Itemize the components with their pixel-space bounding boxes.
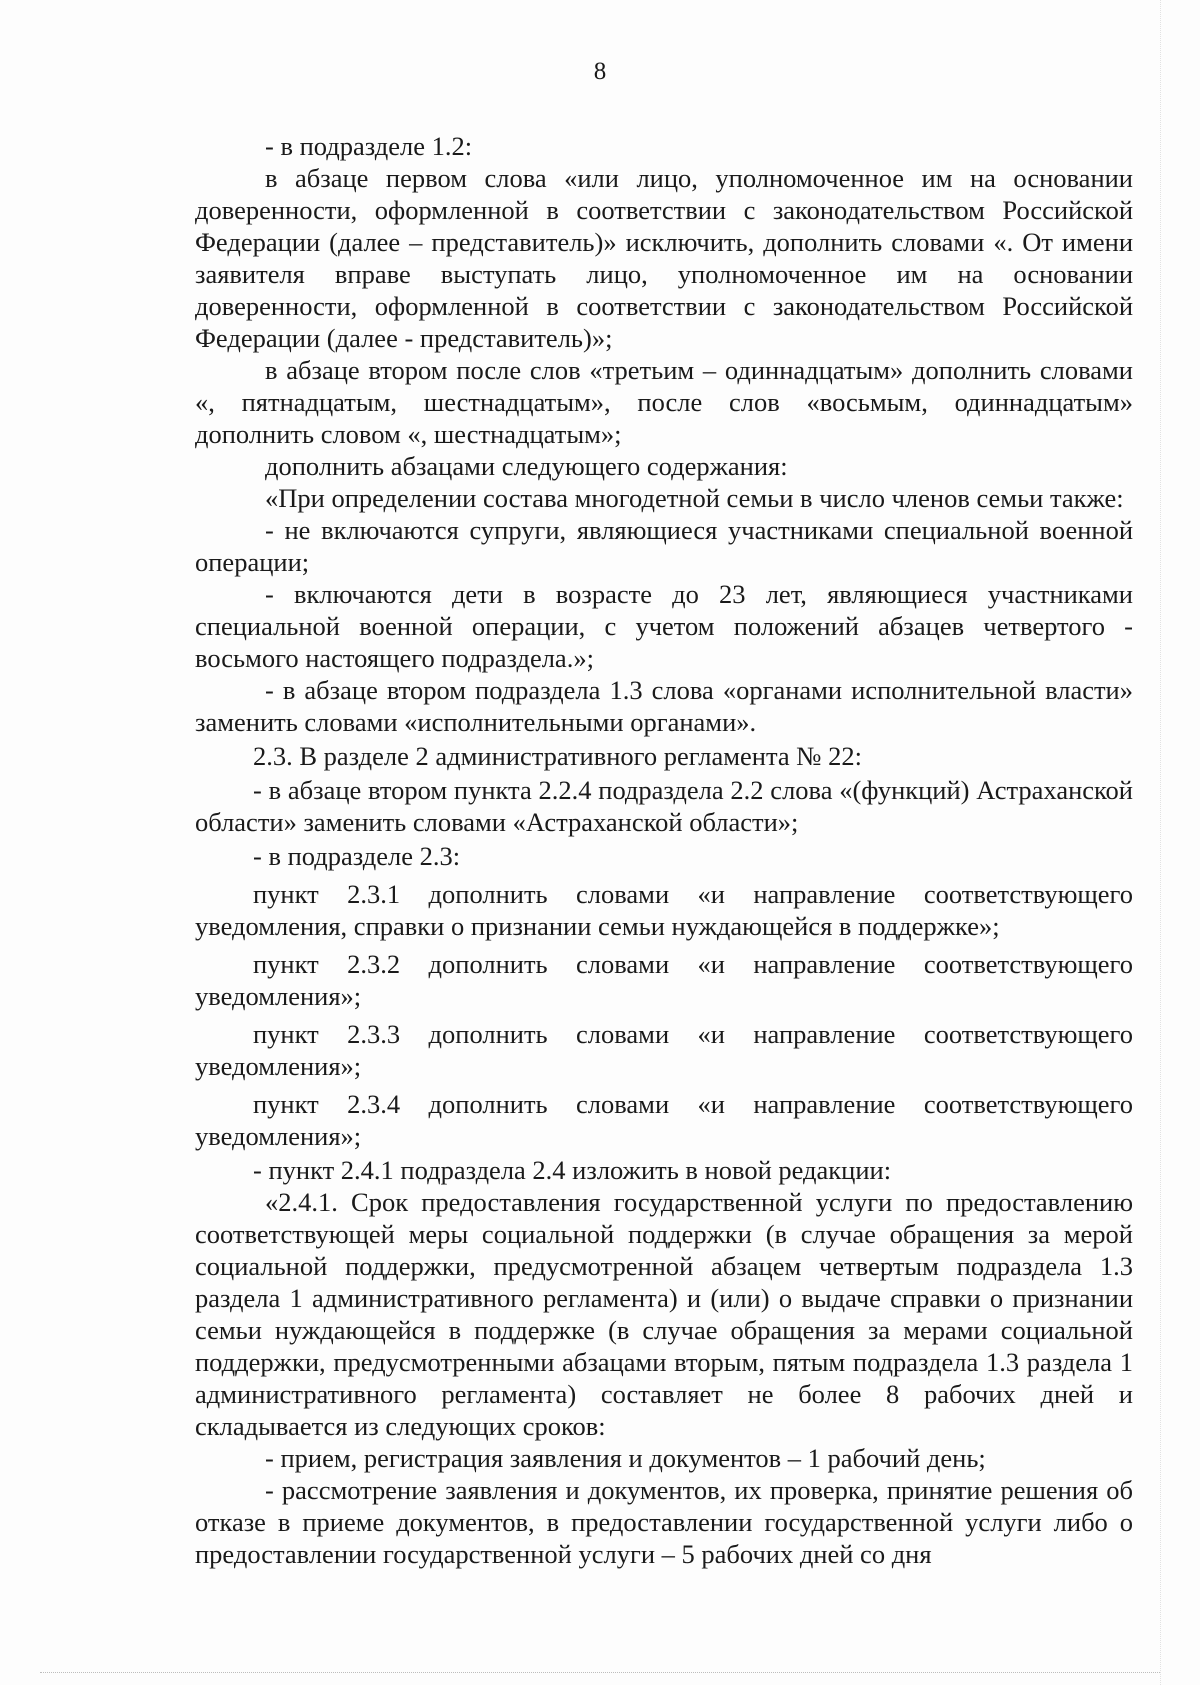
paragraph-point-2-3-3: пункт 2.3.3 дополнить словами «и направление соответствующего уведомления»;	[195, 1019, 1133, 1081]
paragraph-point-2-4-1: - пункт 2.4.1 подраздела 2.4 изложить в новой редакции:	[253, 1155, 892, 1185]
scan-right-edge	[1160, 0, 1162, 1685]
document-body	[195, 130, 1133, 1570]
paragraph-review-term: - рассмотрение заявления и документов, их проверка, принятие решения об отказе в приеме документов, в предоставлении государственной услуги либо о предоставлении государственной услуги – 5 рабочих дней со дня	[195, 1475, 1133, 1569]
paragraph-term-of-service: «2.4.1. Срок предоставления государственной услуги по предоставлению соответствующей меры социальной поддержки (в случае обращения за мерой социальной поддержки, предусмотренной абзацем четвертым подраздела 1.3 раздела 1 административного регламента) и (или) о выдаче справки о признании семьи нуждающейся в поддержке (в случае обращения за мерами социальной поддержки, предусмотренными абзацами вторым, пятым подраздела 1.3 раздела 1 административного регламента) составляет не более 8 рабочих дней и складывается из следующих сроков:	[195, 1187, 1133, 1441]
paragraph-subsection-2-3: - в подразделе 2.3:	[253, 841, 461, 871]
page-number: 8	[593, 58, 607, 85]
paragraph-point-2-3-4: пункт 2.3.4 дополнить словами «и направление соответствующего уведомления»;	[195, 1089, 1133, 1151]
paragraph-point-2-3-2: пункт 2.3.2 дополнить словами «и направление соответствующего уведомления»;	[195, 949, 1133, 1011]
paragraph-add-abzacs: дополнить абзацами следующего содержания:	[265, 451, 788, 481]
paragraph-second-abzac: в абзаце втором после слов «третьим – одиннадцатым» дополнить словами «, пятнадцатым, шестнадцатым», после слов «восьмым, одиннадцатым» дополнить словом «, шестнадцатым»;	[195, 355, 1133, 449]
paragraph-spouses-excluded: - не включаются супруги, являющиеся участниками специальной военной операции;	[195, 515, 1133, 577]
paragraph-first-abzac: в абзаце первом слова «или лицо, уполномоченное им на основании доверенности, оформленной в соответствии с законодательством Российской Федерации (далее – представитель)» исключить, дополнить словами «. От имени заявителя вправе выступать лицо, уполномоченное им на основании доверенности, оформленной в соответствии с законодательством Российской Федерации (далее - представитель)»;	[195, 163, 1133, 353]
scan-bottom-dots	[40, 1672, 1160, 1674]
paragraph-point-2-3-1: пункт 2.3.1 дополнить словами «и направление соответствующего уведомления, справки о признании семьи нуждающейся в поддержке»;	[195, 879, 1133, 941]
paragraph-children-included: - включаются дети в возрасте до 23 лет, являющиеся участниками специальной военной операции, с учетом положений абзацев четвертого - восьмого настоящего подраздела.»;	[195, 579, 1133, 673]
paragraph-point-2-2-4: - в абзаце втором пункта 2.2.4 подраздела 2.2 слова «(функций) Астраханской области» заменить словами «Астраханской области»;	[195, 775, 1133, 837]
paragraph-reception-term: - прием, регистрация заявления и документов – 1 рабочий день;	[265, 1443, 986, 1473]
paragraph-section-2-3: 2.3. В разделе 2 административного регламента № 22:	[253, 741, 863, 771]
paragraph-subsection-1-2: - в подразделе 1.2:	[265, 131, 473, 161]
paragraph-subsection-1-3: - в абзаце втором подраздела 1.3 слова «органами исполнительной власти» заменить словами «исполнительными органами».	[195, 675, 1133, 737]
paragraph-family-composition: «При определении состава многодетной семьи в число членов семьи также:	[265, 483, 1124, 513]
